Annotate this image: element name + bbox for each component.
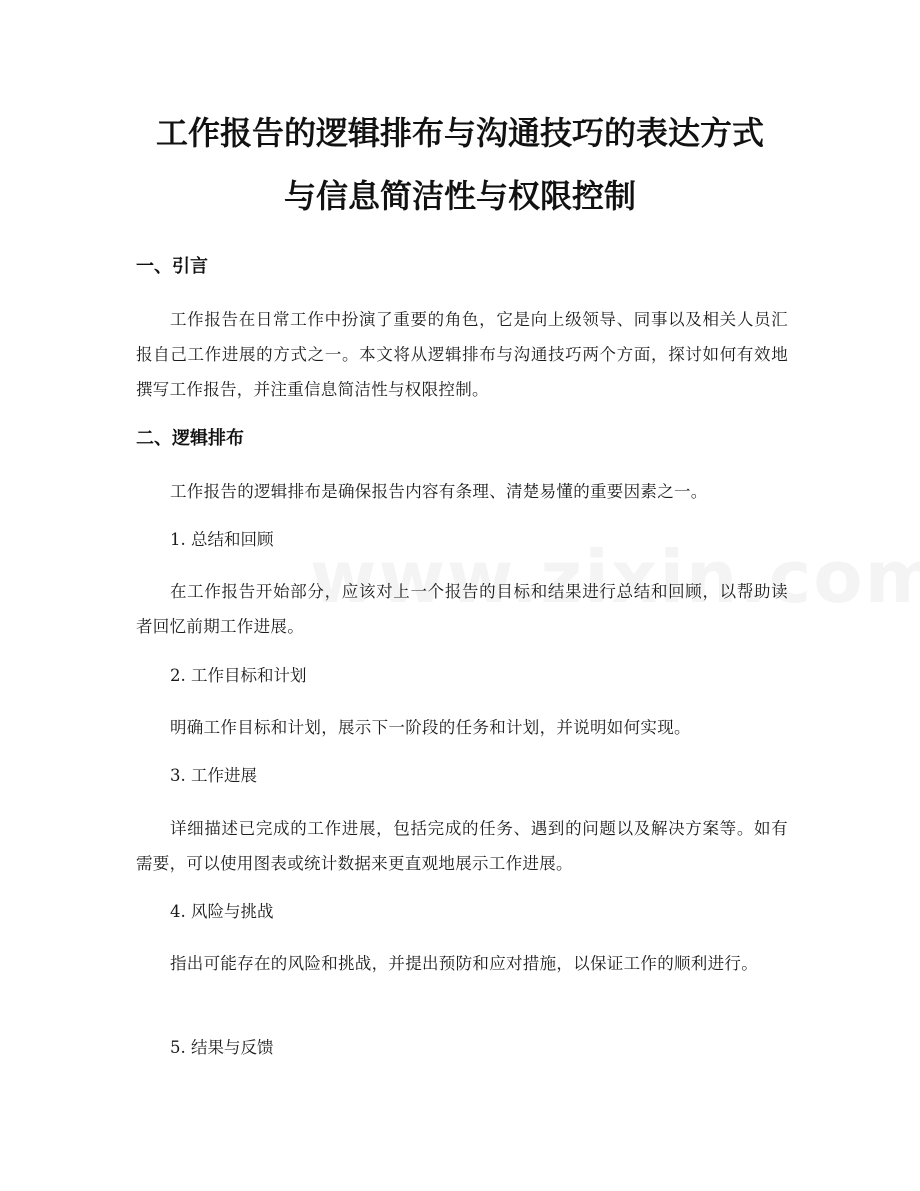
section-heading-intro: 一、引言	[136, 256, 208, 277]
page-title-line-2: 与信息简洁性与权限控制	[283, 177, 636, 215]
page-title-line-1: 工作报告的逻辑排布与沟通技巧的表达方式	[155, 114, 764, 152]
logic-paragraph: 工作报告的逻辑排布是确保报告内容有条理、清楚易懂的重要因素之一。	[170, 482, 708, 501]
subheading-progress: 3. 工作进展	[170, 766, 257, 785]
subheading-risks: 4. 风险与挑战	[170, 902, 274, 921]
progress-paragraph: 详细描述已完成的工作进展，包括完成的任务、遇到的问题以及解决方案等。如有需要，可以使用图表或统计数据来更直观地展示工作进展。	[136, 819, 788, 873]
subheading-goals: 2. 工作目标和计划	[170, 666, 307, 685]
intro-paragraph: 工作报告在日常工作中扮演了重要的角色，它是向上级领导、同事以及相关人员汇报自己工作进展的方式之一。本文将从逻辑排布与沟通技巧两个方面，探讨如何有效地撰写工作报告，并注重信息简洁性与权限控制。	[136, 310, 788, 399]
goals-paragraph: 明确工作目标和计划，展示下一阶段的任务和计划，并说明如何实现。	[170, 718, 691, 737]
section-heading-logic: 二、逻辑排布	[136, 428, 244, 449]
subheading-results: 5. 结果与反馈	[170, 1038, 274, 1057]
risks-paragraph: 指出可能存在的风险和挑战，并提出预防和应对措施，以保证工作的顺利进行。	[170, 954, 758, 973]
subheading-summary: 1. 总结和回顾	[170, 530, 274, 549]
summary-paragraph: 在工作报告开始部分，应该对上一个报告的目标和结果进行总结和回顾，以帮助读者回忆前期工作进展。	[136, 582, 788, 636]
